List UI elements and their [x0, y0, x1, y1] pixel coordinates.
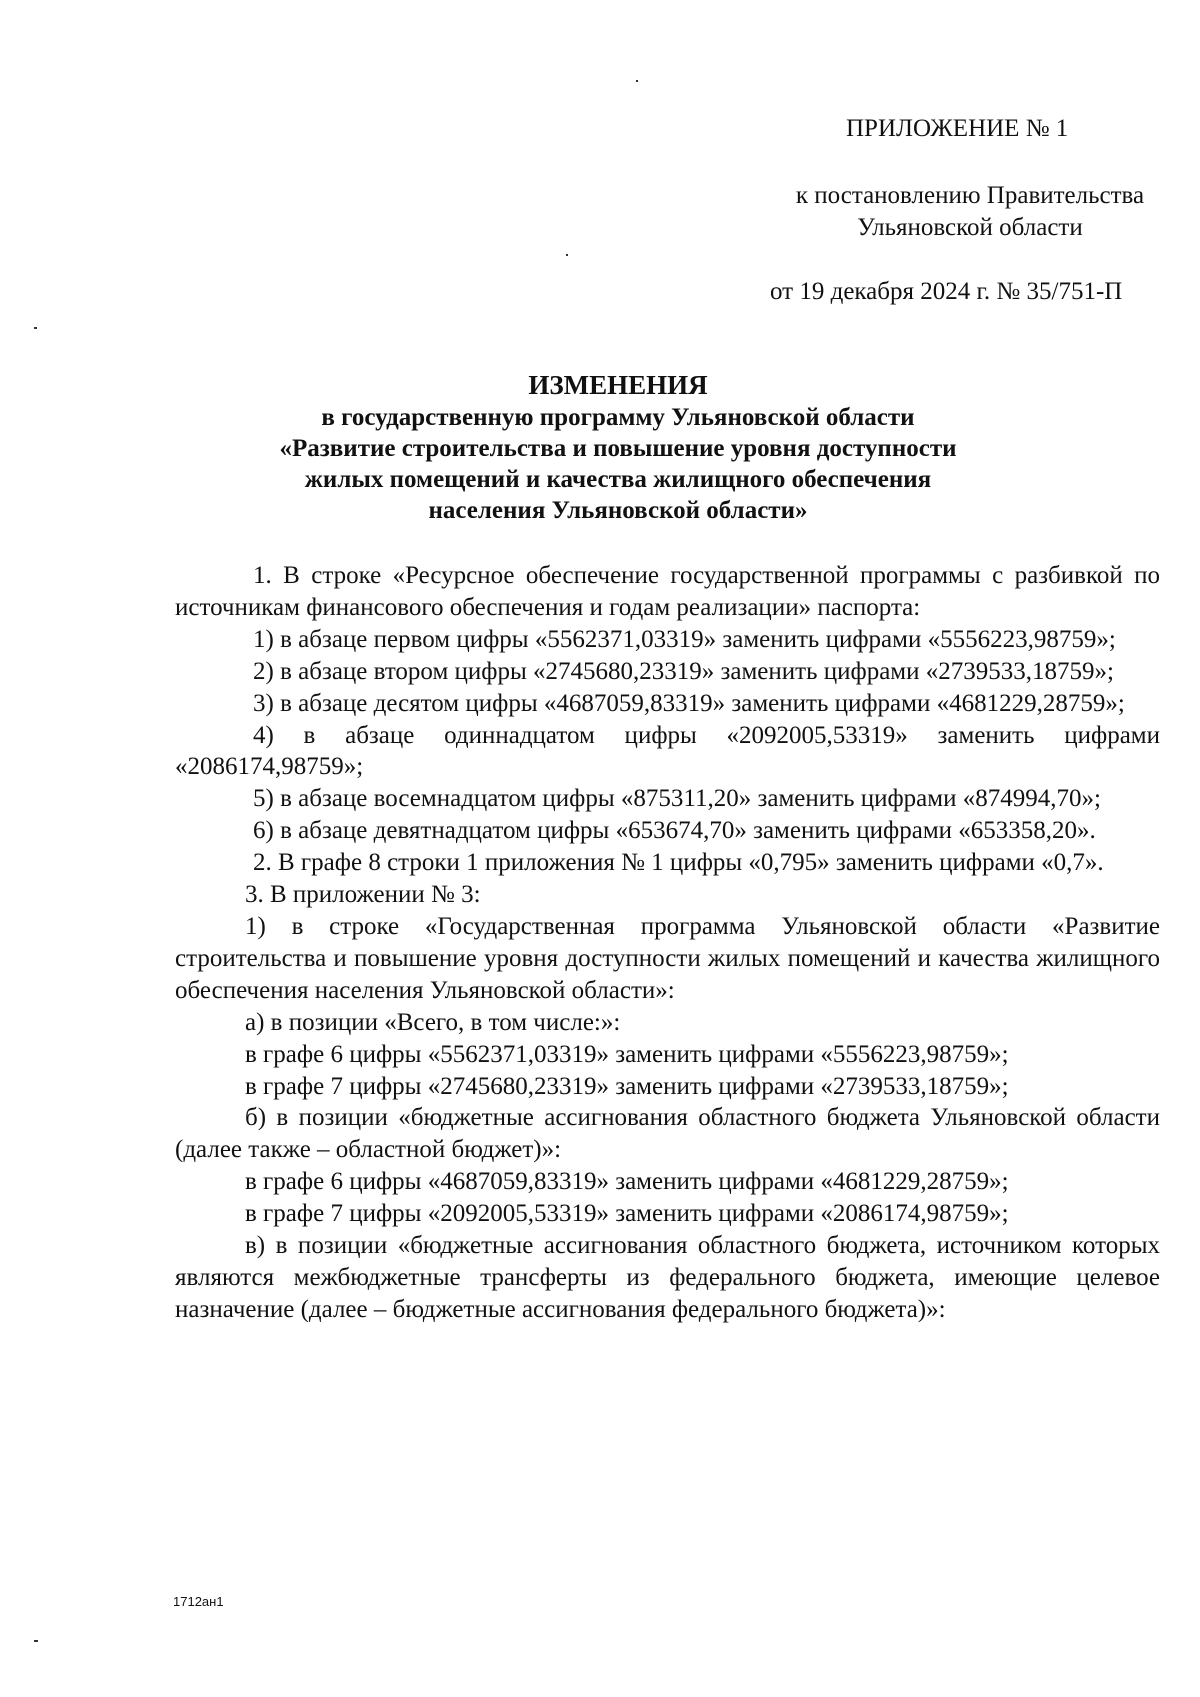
document-title-line: «Развитие строительства и повышение уровня доступности: [279, 435, 957, 462]
paragraph: 3) в абзаце десятом цифры «4687059,83319» заменить цифрами «4681229,28759»;: [253, 689, 1125, 717]
paragraph: 1. В строке «Ресурсное обеспечение государственной программы с разбивкой по источникам финансового обеспечения и годам реализации» паспорта:: [175, 562, 1160, 621]
paragraph: 1) в строке «Государственная программа Ульяновской области «Развитие строительства и повышение уровня доступности жилых помещений и качества жилищного обеспечения населения Ульяновской области»:: [175, 912, 1160, 1004]
document-title-main: ИЗМЕНЕНИЯ: [528, 370, 708, 400]
document-title-line: жилых помещений и качества жилищного обеспечения: [304, 466, 932, 493]
paragraph: в графе 6 цифры «4687059,83319» заменить цифрами «4681229,28759»;: [245, 1168, 1009, 1196]
paragraph: в графе 6 цифры «5562371,03319» заменить цифрами «5556223,98759»;: [245, 1040, 1009, 1068]
paragraph: 2) в абзаце втором цифры «2745680,23319» заменить цифрами «2739533,18759»;: [253, 657, 1114, 685]
paragraph: б) в позиции «бюджетные ассигнования областного бюджета Ульяновской области (далее также – областной бюджет)»:: [175, 1104, 1160, 1164]
appendix-reference: [770, 180, 1170, 244]
paragraph: а) в позиции «Всего, в том числе:»:: [245, 1008, 621, 1036]
paragraph: в графе 7 цифры «2092005,53319» заменить цифрами «2086174,98759»;: [245, 1200, 1009, 1228]
scan-speck: [34, 327, 37, 329]
document-title: [218, 368, 1018, 526]
paragraph: в) в позиции «бюджетные ассигнования областного бюджета, источником которых являются межбюджетные трансферты из федерального бюджета, имеющие целевое назначение (далее – бюджетные ассигнования федерального бюджета)»:: [175, 1232, 1160, 1323]
paragraph: 1) в абзаце первом цифры «5562371,03319» заменить цифрами «5556223,98759»;: [253, 625, 1116, 653]
paragraph: 6) в абзаце девятнадцатом цифры «653674,70» заменить цифрами «653358,20».: [253, 817, 1096, 845]
appendix-reference-line: к постановлению Правительства: [795, 182, 1145, 209]
document-title-line: в государственную программу Ульяновской области: [321, 404, 915, 431]
appendix-title: ПРИЛОЖЕНИЕ № 1: [846, 115, 1069, 142]
paragraph: 2. В графе 8 строки 1 приложения № 1 цифры «0,795» заменить цифрами «0,7».: [253, 849, 1104, 877]
document-body: [175, 560, 1160, 1326]
paragraph: 3. В приложении № 3:: [245, 881, 481, 909]
scan-speck: [34, 1640, 38, 1642]
scan-speck: [636, 80, 638, 82]
footer-code: 1712ан1: [173, 1594, 224, 1609]
appendix-date: от 19 декабря 2024 г. № 35/751-П: [770, 278, 1123, 305]
paragraph: в графе 7 цифры «2745680,23319» заменить цифрами «2739533,18759»;: [245, 1072, 1009, 1100]
paragraph: 4) в абзаце одиннадцатом цифры «2092005,53319» заменить цифрами «2086174,98759»;: [175, 721, 1160, 781]
appendix-reference-line: Ульяновской области: [857, 214, 1083, 241]
document-title-line: населения Ульяновской области»: [428, 497, 808, 524]
scan-speck: [566, 254, 568, 256]
paragraph: 5) в абзаце восемнадцатом цифры «875311,20» заменить цифрами «874994,70»;: [253, 785, 1101, 813]
